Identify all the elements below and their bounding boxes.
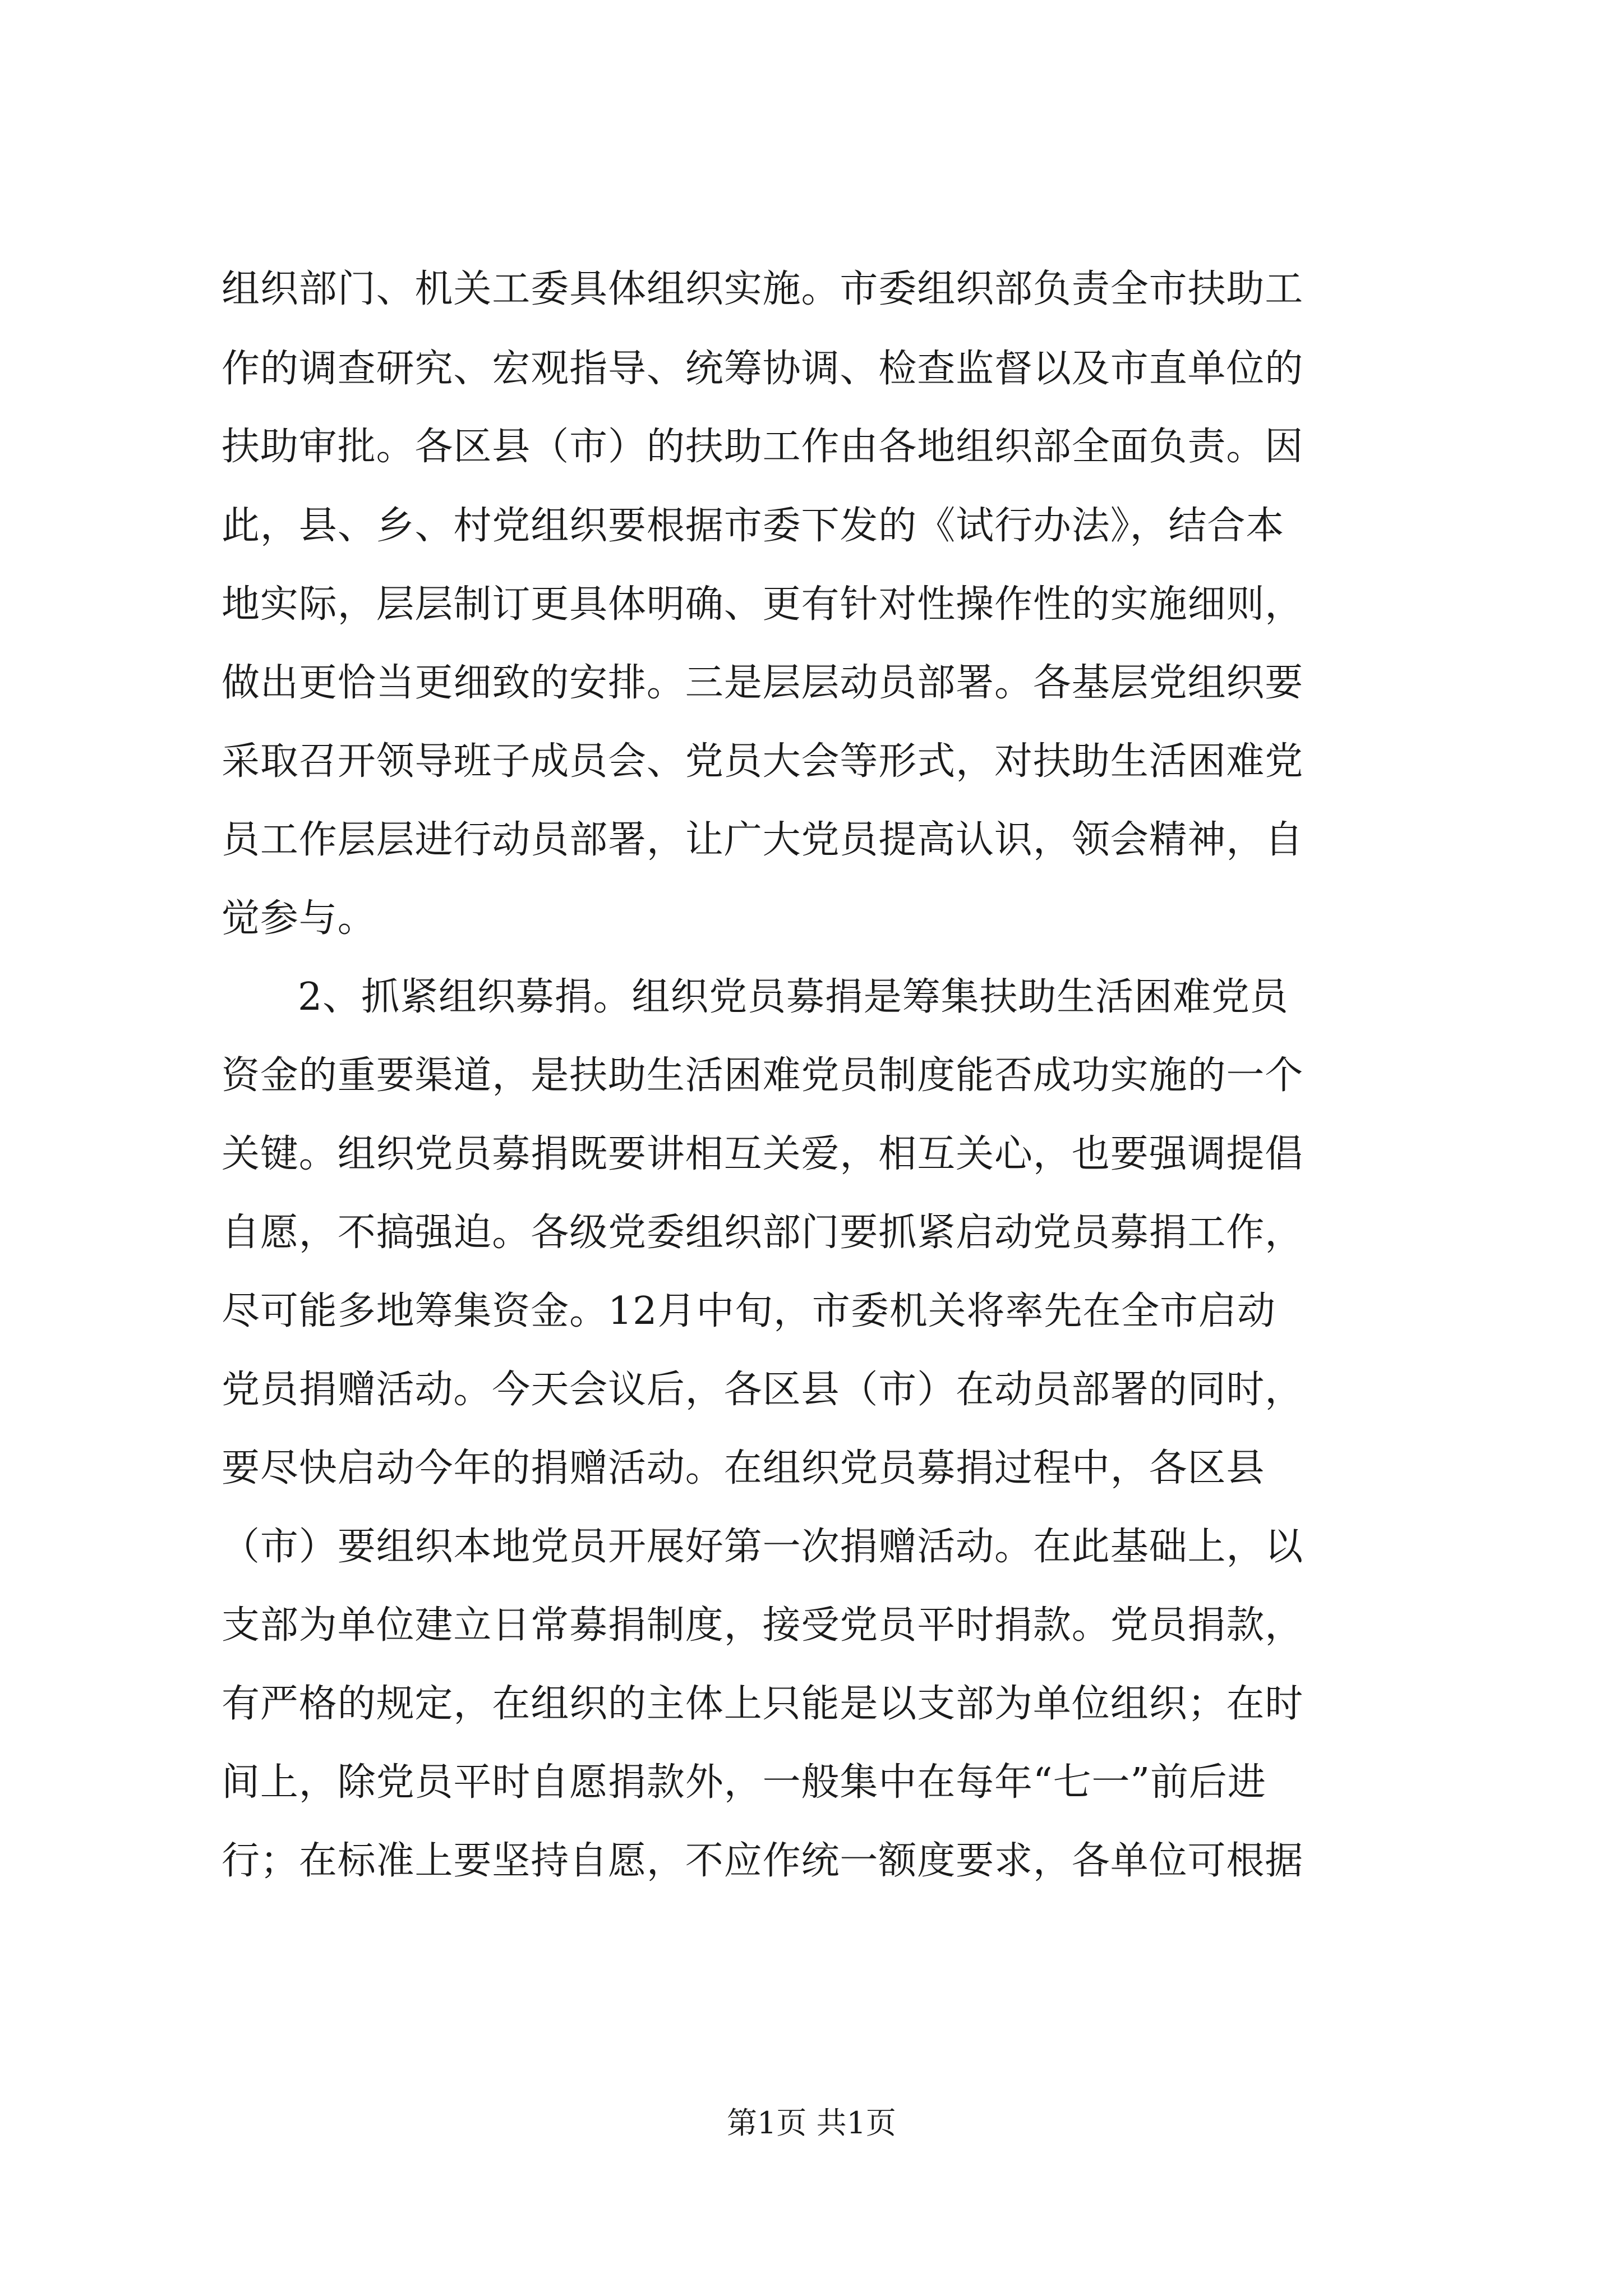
- body-text-line: 有严格的规定，在组织的主体上只能是以支部为单位组织；在时: [222, 1682, 1304, 1726]
- body-text-line: 间上，除党员平时自愿捐款外，一般集中在每年“七一”前后进: [222, 1760, 1266, 1805]
- body-text-line: 作的调查研究、宏观指导、统筹协调、检查监督以及市直单位的: [222, 347, 1304, 391]
- body-text-line: 员工作层层进行动员部署，让广大党员提高认识，领会精神，自: [222, 818, 1304, 862]
- body-text-line: 自愿，不搞强迫。各级党委组织部门要抓紧启动党员募捐工作，: [222, 1211, 1304, 1255]
- body-text-line: 行；在标准上要坚持自愿，不应作统一额度要求，各单位可根据: [222, 1839, 1304, 1883]
- body-text-line: 觉参与。: [222, 896, 376, 941]
- body-text-line: 地实际，层层制订更具体明确、更有针对性操作性的实施细则，: [222, 582, 1304, 627]
- page-number-footer: 第1页 共1页: [727, 2105, 896, 2141]
- body-text-line: 采取召开领导班子成员会、党员大会等形式，对扶助生活困难党: [222, 739, 1304, 784]
- body-text-line: 党员捐赠活动。今天会议后，各区县（市）在动员部署的同时，: [222, 1368, 1304, 1412]
- body-text-line: （市）要组织本地党员开展好第一次捐赠活动。在此基础上，以: [222, 1525, 1304, 1569]
- body-text-line: 资金的重要渠道，是扶助生活困难党员制度能否成功实施的一个: [222, 1053, 1304, 1098]
- body-text-line: 做出更恰当更细致的安排。三是层层动员部署。各基层党组织要: [222, 661, 1304, 705]
- body-text-line: 尽可能多地筹集资金。12月中旬，市委机关将率先在全市启动: [222, 1289, 1276, 1333]
- body-text-line: 组织部门、机关工委具体组织实施。市委组织部负责全市扶助工: [222, 267, 1304, 311]
- body-text-line: 要尽快启动今年的捐赠活动。在组织党员募捐过程中，各区县: [222, 1446, 1265, 1490]
- body-text-line: 扶助审批。各区县（市）的扶助工作由各地组织部全面负责。因: [222, 425, 1304, 469]
- body-text-line: 支部为单位建立日常募捐制度，接受党员平时捐款。党员捐款，: [222, 1603, 1304, 1648]
- body-text-line: 关键。组织党员募捐既要讲相互关爱，相互关心，也要强调提倡: [222, 1132, 1304, 1176]
- paragraph-start-line: 2、抓紧组织募捐。组织党员募捐是筹集扶助生活困难党员: [298, 975, 1289, 1019]
- body-text-line: 此，县、乡、村党组织要根据市委下发的《试行办法》，结合本: [222, 504, 1285, 548]
